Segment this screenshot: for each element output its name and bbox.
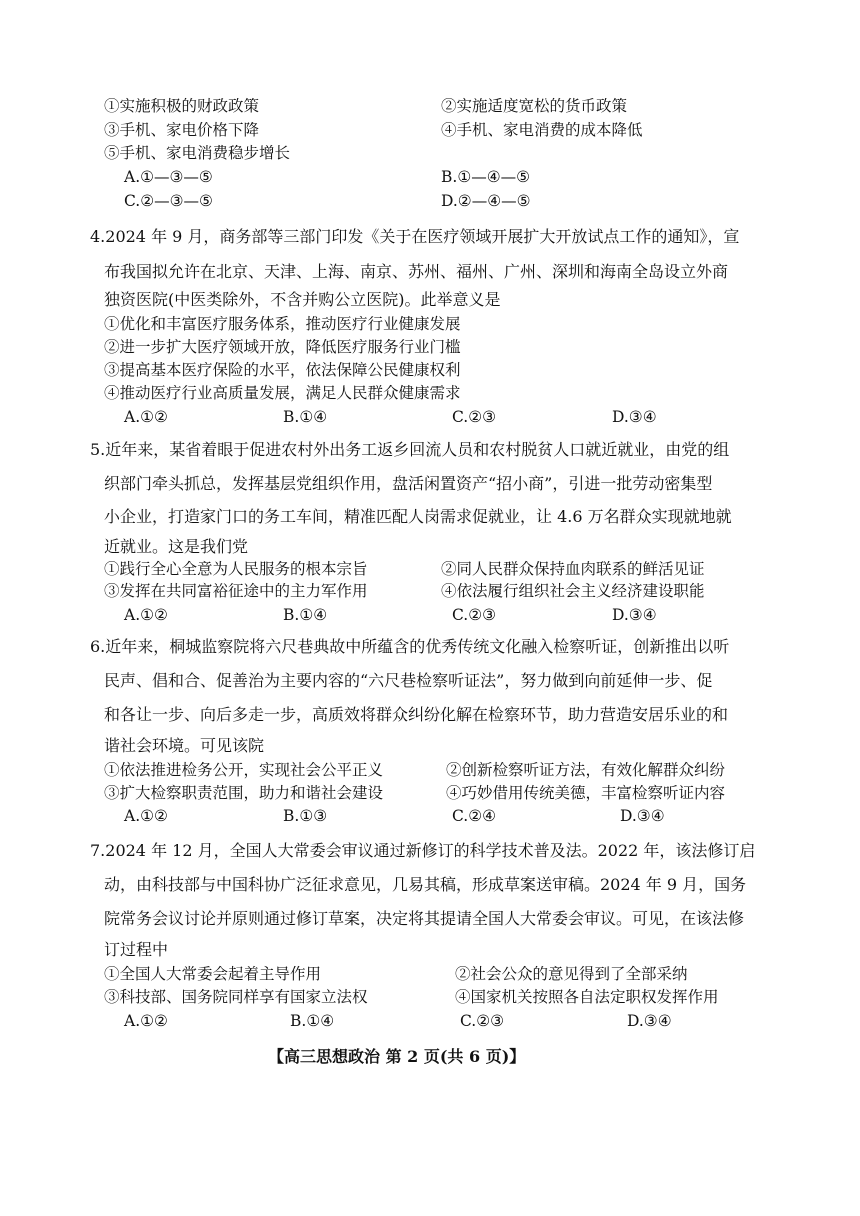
q6-option-b: B.①③ — [283, 807, 328, 825]
q3-item-5: ⑤手机、家电消费稳步增长 — [104, 144, 291, 162]
q7-option-c: C.②③ — [460, 1012, 505, 1030]
q5-option-c: C.②③ — [452, 606, 497, 624]
q5-option-a: A.①② — [124, 606, 168, 624]
q6-stem-line: 谐社会环境。可见该院 — [104, 736, 265, 755]
q6-item: ①依法推进检务公开，实现社会公平正义 — [104, 761, 384, 779]
q3-item-2: ②实施适度宽松的货币政策 — [441, 97, 628, 115]
q4-item: ①优化和丰富医疗服务体系，推动医疗行业健康发展 — [104, 315, 461, 333]
q6-item: ②创新检察听证方法，有效化解群众纠纷 — [446, 761, 726, 779]
q5-item: ①践行全心全意为人民服务的根本宗旨 — [104, 560, 368, 578]
q5-option-b: B.①④ — [283, 606, 328, 624]
q7-item: ②社会公众的意见得到了全部采纳 — [455, 965, 688, 983]
q3-option-b: B.①—④—⑤ — [441, 168, 531, 186]
q5-item: ④依法履行组织社会主义经济建设职能 — [441, 582, 705, 600]
q5-stem-line: 织部门牵头抓总，发挥基层党组织作用，盘活闲置资产“招小商”，引进一批劳动密集型 — [104, 474, 713, 493]
q6-option-c: C.②④ — [452, 807, 497, 825]
q7-stem-line: 订过程中 — [104, 940, 169, 959]
q6-option-d: D.③④ — [620, 807, 665, 825]
q4-stem-line: 独资医院(中医类除外，不含并购公立医院)。此举意义是 — [104, 290, 501, 309]
q6-option-a: A.①② — [124, 807, 168, 825]
q7-option-b: B.①④ — [290, 1012, 335, 1030]
q7-item: ④国家机关按照各自法定职权发挥作用 — [455, 988, 719, 1006]
q4-option-a: A.①② — [124, 408, 168, 426]
q6-stem-line: 6.近年来，桐城监察院将六尺巷典故中所蕴含的优秀传统文化融入检察听证，创新推出以听 — [90, 637, 730, 656]
q4-option-d: D.③④ — [612, 408, 657, 426]
q5-stem-line: 小企业，打造家门口的务工车间，精准匹配人岗需求促就业，让 4.6 万名群众实现就地就 — [104, 507, 732, 526]
q5-item: ③发挥在共同富裕征途中的主力军作用 — [104, 582, 368, 600]
q3-item-1: ①实施积极的财政政策 — [104, 97, 260, 115]
q7-stem-line: 院常务会议讨论并原则通过修订草案，决定将其提请全国人大常委会审议。可见，在该法修 — [104, 909, 745, 928]
q4-stem-line: 布我国拟允许在北京、天津、上海、南京、苏州、福州、广州、深圳和海南全岛设立外商 — [104, 262, 729, 281]
q4-stem-line: 4.2024 年 9 月，商务部等三部门印发《关于在医疗领域开展扩大开放试点工作的通知》，宣 — [90, 227, 740, 246]
q6-stem-line: 民声、倡和合、促善治为主要内容的“六尺巷检察听证法”，努力做到向前延伸一步、促 — [104, 671, 713, 690]
q5-stem-line: 5.近年来，某省着眼于促进农村外出务工返乡回流人员和农村脱贫人口就近就业，由党的组 — [90, 440, 730, 459]
q3-option-d: D.②—④—⑤ — [441, 192, 531, 210]
q7-item: ③科技部、国务院同样享有国家立法权 — [104, 988, 368, 1006]
q7-stem-line: 动，由科技部与中国科协广泛征求意见，几易其稿，形成草案送审稿。2024 年 9 月，国务 — [104, 875, 747, 894]
q3-item-3: ③手机、家电价格下降 — [104, 121, 260, 139]
q5-option-d: D.③④ — [612, 606, 657, 624]
q3-option-c: C.②—③—⑤ — [124, 192, 213, 210]
q5-item: ②同人民群众保持血肉联系的鲜活见证 — [441, 560, 705, 578]
q3-item-4: ④手机、家电消费的成本降低 — [441, 121, 643, 139]
q4-item: ②进一步扩大医疗领域开放，降低医疗服务行业门槛 — [104, 338, 461, 356]
q7-stem-line: 7.2024 年 12 月，全国人大常委会审议通过新修订的科学技术普及法。2022 年，该法修订启 — [90, 841, 756, 860]
q4-item: ③提高基本医疗保险的水平，依法保障公民健康权利 — [104, 361, 461, 379]
q7-option-a: A.①② — [124, 1012, 168, 1030]
q4-item: ④推动医疗行业高质量发展，满足人民群众健康需求 — [104, 384, 461, 402]
q7-item: ①全国人大常委会起着主导作用 — [104, 965, 322, 983]
q6-item: ③扩大检察职责范围，助力和谐社会建设 — [104, 784, 384, 802]
q7-option-d: D.③④ — [627, 1012, 672, 1030]
page-footer: 【高三思想政治 第 2 页(共 6 页)】 — [268, 1047, 526, 1066]
q5-stem-line: 近就业。这是我们党 — [104, 537, 249, 556]
q3-option-a: A.①—③—⑤ — [124, 168, 213, 186]
q6-item: ④巧妙借用传统美德，丰富检察听证内容 — [446, 784, 726, 802]
q6-stem-line: 和各让一步、向后多走一步，高质效将群众纠纷化解在检察环节，助力营造安居乐业的和 — [104, 705, 729, 724]
q4-option-c: C.②③ — [452, 408, 497, 426]
q4-option-b: B.①④ — [283, 408, 328, 426]
